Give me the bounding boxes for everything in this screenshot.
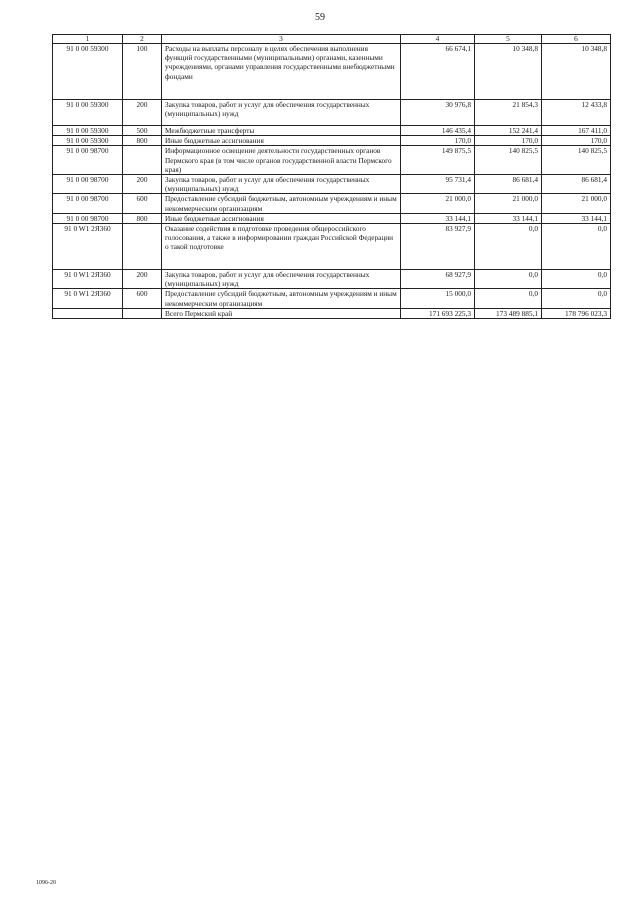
amount-col4-cell: 66 674,1 bbox=[401, 44, 475, 100]
amount-col5-cell: 10 348,8 bbox=[475, 44, 542, 100]
target-code-cell: 91 0 00 59300 bbox=[53, 44, 123, 100]
amount-col4-cell: 33 144,1 bbox=[401, 213, 475, 223]
column-header-5: 5 bbox=[475, 35, 542, 44]
expense-type-cell: 100 bbox=[123, 44, 162, 100]
column-header-3: 3 bbox=[162, 35, 401, 44]
target-code-cell: 91 0 00 98700 bbox=[53, 194, 123, 213]
expense-type-cell bbox=[123, 146, 162, 175]
item-name-cell: Закупка товаров, работ и услуг для обеспечения государственных (муниципальных) нужд bbox=[162, 175, 401, 194]
expense-type-cell: 600 bbox=[123, 289, 162, 308]
item-name-cell: Иные бюджетные ассигнования bbox=[162, 136, 401, 146]
target-code-cell: 91 0 00 59300 bbox=[53, 136, 123, 146]
target-code-cell: 91 0 00 98700 bbox=[53, 146, 123, 175]
amount-col5-cell: 152 241,4 bbox=[475, 126, 542, 136]
table-row bbox=[53, 175, 611, 194]
expense-type-cell bbox=[123, 308, 162, 318]
target-code-cell: 91 0 W1 2Я360 bbox=[53, 224, 123, 270]
amount-col5-cell: 0,0 bbox=[475, 289, 542, 308]
amount-col6-cell: 0,0 bbox=[542, 289, 611, 308]
expense-type-cell: 200 bbox=[123, 100, 162, 126]
amount-col4-cell: 83 927,9 bbox=[401, 224, 475, 270]
item-name-cell: Иные бюджетные ассигнования bbox=[162, 213, 401, 223]
target-code-cell: 91 0 00 59300 bbox=[53, 100, 123, 126]
target-code-cell: 91 0 W1 2Я360 bbox=[53, 289, 123, 308]
column-header-1: 1 bbox=[53, 35, 123, 44]
amount-col4-cell: 149 875,5 bbox=[401, 146, 475, 175]
amount-col4-cell: 21 000,0 bbox=[401, 194, 475, 213]
target-code-cell: 91 0 00 98700 bbox=[53, 213, 123, 223]
table-row bbox=[53, 289, 611, 308]
amount-col5-cell: 33 144,1 bbox=[475, 213, 542, 223]
amount-col6-cell: 33 144,1 bbox=[542, 213, 611, 223]
amount-col6-cell: 10 348,8 bbox=[542, 44, 611, 100]
expense-type-cell: 800 bbox=[123, 136, 162, 146]
expense-type-cell: 200 bbox=[123, 270, 162, 289]
table-row bbox=[53, 194, 611, 213]
amount-col4-cell: 30 976,8 bbox=[401, 100, 475, 126]
target-code-cell: 91 0 W1 2Я360 bbox=[53, 270, 123, 289]
table-header-row bbox=[53, 35, 611, 44]
table-row bbox=[53, 213, 611, 223]
table-row bbox=[53, 224, 611, 270]
item-name-cell: Расходы на выплаты персоналу в целях обеспечения выполнения функций государственными (муниципальными) органами, казенными учреждениями, органами управления государственными внебюджетными фондами bbox=[162, 44, 401, 100]
expense-type-cell: 500 bbox=[123, 126, 162, 136]
amount-col5-cell: 0,0 bbox=[475, 224, 542, 270]
item-name-cell: Предоставление субсидий бюджетным, автономным учреждениям и иным некоммерческим организациям bbox=[162, 194, 401, 213]
amount-col4-cell: 170,0 bbox=[401, 136, 475, 146]
amount-col6-cell: 170,0 bbox=[542, 136, 611, 146]
amount-col5-cell: 0,0 bbox=[475, 270, 542, 289]
item-name-cell: Закупка товаров, работ и услуг для обеспечения государственных (муниципальных) нужд bbox=[162, 100, 401, 126]
table-row bbox=[53, 100, 611, 126]
page-number: 59 bbox=[315, 12, 325, 23]
item-name-cell: Информационное освещение деятельности государственных органов Пермского края (в том числе органов государственной власти Пермского края) bbox=[162, 146, 401, 175]
amount-col5-cell: 170,0 bbox=[475, 136, 542, 146]
item-name-cell: Межбюджетные трансферты bbox=[162, 126, 401, 136]
amount-col4-cell: 15 000,0 bbox=[401, 289, 475, 308]
amount-col5-cell: 21 854,3 bbox=[475, 100, 542, 126]
expense-type-cell: 200 bbox=[123, 175, 162, 194]
table-row bbox=[53, 126, 611, 136]
table-row bbox=[53, 146, 611, 175]
total-col6-cell: 178 796 023,3 bbox=[542, 308, 611, 318]
total-col5-cell: 173 489 885,1 bbox=[475, 308, 542, 318]
target-code-cell: 91 0 00 98700 bbox=[53, 175, 123, 194]
amount-col4-cell: 95 731,4 bbox=[401, 175, 475, 194]
table-total-row bbox=[53, 308, 611, 318]
amount-col6-cell: 21 000,0 bbox=[542, 194, 611, 213]
amount-col6-cell: 0,0 bbox=[542, 224, 611, 270]
item-name-cell: Оказание содействия в подготовке проведения общероссийского голосования, а также в информировании граждан Российской Федерации о такой подготовке bbox=[162, 224, 401, 270]
expense-type-cell: 800 bbox=[123, 213, 162, 223]
target-code-cell: 91 0 00 59300 bbox=[53, 126, 123, 136]
amount-col6-cell: 12 433,8 bbox=[542, 100, 611, 126]
item-name-cell: Предоставление субсидий бюджетным, автономным учреждениям и иным некоммерческим организациям bbox=[162, 289, 401, 308]
amount-col6-cell: 140 825,5 bbox=[542, 146, 611, 175]
expense-type-cell: 600 bbox=[123, 194, 162, 213]
amount-col6-cell: 167 411,0 bbox=[542, 126, 611, 136]
amount-col4-cell: 68 927,9 bbox=[401, 270, 475, 289]
amount-col6-cell: 86 681,4 bbox=[542, 175, 611, 194]
amount-col5-cell: 86 681,4 bbox=[475, 175, 542, 194]
amount-col5-cell: 21 000,0 bbox=[475, 194, 542, 213]
column-header-6: 6 bbox=[542, 35, 611, 44]
expense-type-cell bbox=[123, 224, 162, 270]
column-header-2: 2 bbox=[123, 35, 162, 44]
amount-col5-cell: 140 825,5 bbox=[475, 146, 542, 175]
item-name-cell: Закупка товаров, работ и услуг для обеспечения государственных (муниципальных) нужд bbox=[162, 270, 401, 289]
document-footer-code: 1096-20 bbox=[36, 880, 56, 886]
column-header-4: 4 bbox=[401, 35, 475, 44]
target-code-cell bbox=[53, 308, 123, 318]
table-row bbox=[53, 44, 611, 100]
amount-col6-cell: 0,0 bbox=[542, 270, 611, 289]
total-col4-cell: 171 693 225,3 bbox=[401, 308, 475, 318]
table-row bbox=[53, 136, 611, 146]
amount-col4-cell: 146 435,4 bbox=[401, 126, 475, 136]
budget-table bbox=[52, 34, 611, 319]
total-label-cell: Всего Пермский край bbox=[162, 308, 401, 318]
table-row bbox=[53, 270, 611, 289]
